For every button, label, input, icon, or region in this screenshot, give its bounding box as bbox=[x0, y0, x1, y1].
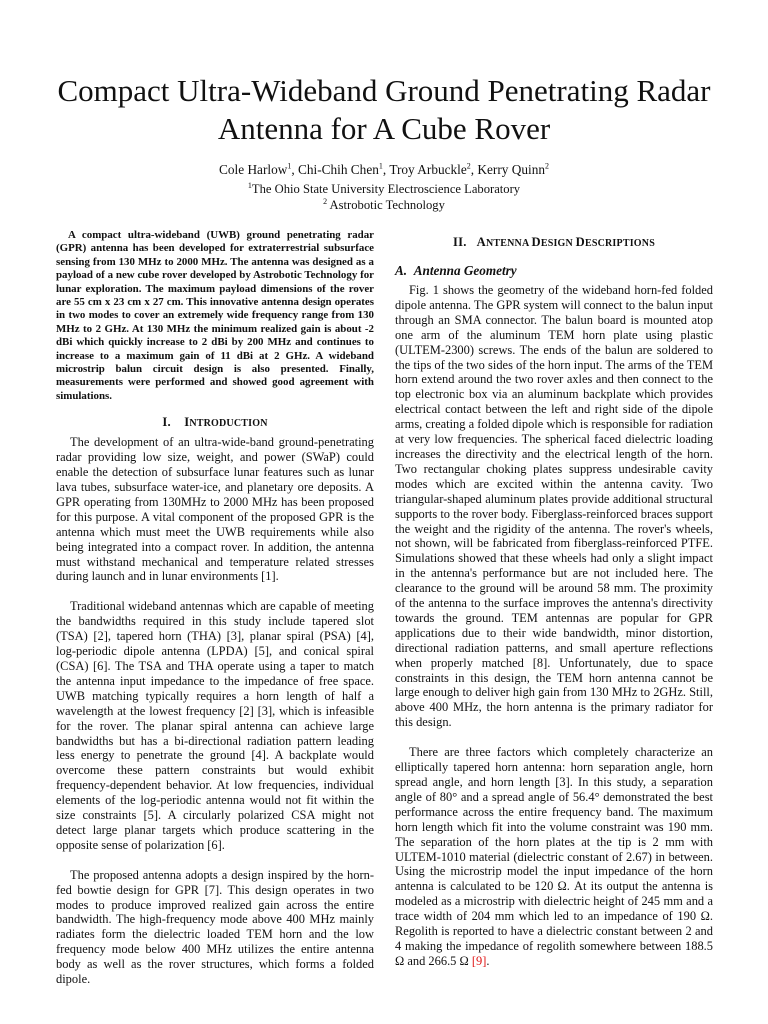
author-separator: , bbox=[382, 162, 390, 177]
section-heading-antenna-design bbox=[395, 235, 713, 251]
author-separator: , bbox=[470, 162, 478, 177]
author-list bbox=[40, 162, 728, 178]
subsection-title: Antenna Geometry bbox=[413, 263, 517, 278]
affiliation bbox=[40, 198, 728, 213]
section-numeral: II. bbox=[453, 235, 467, 249]
body-paragraph bbox=[395, 745, 713, 969]
section-title-rest: NTRODUCTION bbox=[189, 418, 268, 430]
paragraph-text: There are three factors which completely characterize an elliptically tapered horn antenna: horn separation angle, horn spread angle, and horn length [3]. In this study, a separation angle of 80° and a spread angle of 56.4° demonstrated the best performance across the entire frequency band. The maximum horn length which fit into the volume constraint was 190 mm. The separation of the horn plates at the tip is 2 mm with ULTEM-1010 material (dielectric constant of 2.67) in between. Using the microstrip model the input impedance of the horn antenna is calculated to be 120 Ω. At its output the antenna is modeled as a microstrip with dielectric height of 245 mm and a trace width of 204 mm which led to an impedance of 190 Ω. Regolith is reported to have a dielectric constant between 2 and 4 making the impedance of regolith somewhere between 188.5 Ω and 266.5 Ω bbox=[395, 745, 713, 968]
paragraph-end: . bbox=[486, 953, 490, 968]
author-name: Cole Harlow bbox=[219, 162, 288, 177]
left-column bbox=[56, 229, 374, 987]
body-paragraph: Fig. 1 shows the geometry of the wideband horn-fed folded dipole antenna. The GPR system will connect to the balun input through an SMA connector. The balun board is mounted atop one arm of the aluminum TEM horn plate using plastic (ULTEM-2300) screws. The ends of the balun are soldered to the tips of the two sides of the horn input. The arms of the TEM horn extend around the two rover axles and then connect to the top electronic box via an aluminum backplate which provides electrical contact between the left and right side of the dipole arms, creating a folded dipole which is responsible for radiation at very low frequencies. The spherical faced dielectric loading increases the directivity and the electrical length of the horn. Two rectangular choking plates suppress undesirable cavity modes which are excited within the antenna cavity. Two triangular-shaped aluminum plates provide additional structural supports to the rover body. Fiberglass-reinforced braces support the weight and the rigidity of the antenna. The rover's wheels, not shown, will be fabricated from fiberglass-reinforced PTFE. Simulations showed that these wheels had only a slight impact in the antenna's performance but are not included here. The clearance to the ground will be around 58 mm. The proximity of the antenna to the surface improves the antenna's directivity towards the ground. TEM antennas are popular for GPR applications due to their wide bandwidth, minor distortion, directional radiation patterns, and small aperture reflections when properly matched [8]. Unfortunately, due to space constraints in this design, the TEM horn antenna cannot be large enough to deliver high gain from 130 MHz to 2GHz. Still, above 400 MHz, the horn antenna is the primary radiator for this design. bbox=[395, 283, 713, 730]
author-name: Troy Arbuckle bbox=[389, 162, 467, 177]
section-title-rest: ESIGN bbox=[540, 238, 576, 249]
body-paragraph: The proposed antenna adopts a design inspired by the horn-fed bowtie design for GPR [7]. This design operates in two modes to produce improved realized gain across the entire bandwidth. The high-frequency mode above 400 MHz mainly radiates form the dielectric loaded TEM horn and the low frequency mode below 400 MHz utilizes the entire antenna body as well as the rover structures, which forms a folded dipole. bbox=[56, 867, 374, 987]
author-separator: , bbox=[291, 162, 298, 177]
abstract: A compact ultra-wideband (UWB) ground penetrating radar (GPR) antenna has been developed for extraterrestrial subsurface sensing from 130 MHz to 2000 MHz. The antenna was designed as a payload of a new cube rover developed by Astrobotic Technology for lunar exploration. The maximum payload dimensions of the rover are 55 cm x 23 cm x 27 cm. This innovative antenna design operates in two modes to cover an extremely wide frequency range from 130 MHz to 2 GHz. At 130 MHz the minimum realized gain is about -2 dBi which quickly increase to 2 dBi by 200 MHz and continues to increase to a maximum gain of 11 dBi at 2 GHz. A wideband microstrip balun circuit design is also presented. Finally, measurements were performed and showed good agreement with simulations. bbox=[56, 229, 374, 402]
section-title-rest: NTENNA bbox=[485, 238, 532, 249]
author-affil-mark: 1 bbox=[287, 161, 292, 171]
right-column bbox=[395, 229, 713, 969]
affil-mark: 1 bbox=[247, 180, 252, 190]
section-title-initial: D bbox=[531, 235, 541, 249]
author-affil-mark: 2 bbox=[545, 161, 549, 171]
subsection-label: A. bbox=[395, 263, 408, 278]
section-title-rest: ESCRIPTIONS bbox=[584, 238, 655, 249]
body-paragraph: The development of an ultra-wide-band ground-penetrating radar providing low size, weight, and power (SWaP) could enable the detection of subsurface lunar features such as lunar lava tubes, subsurface water-ice, and planetary ore deposits. A GPR operating from 130MHz to 2000 MHz has been proposed for this purpose. A vital component of the proposed GPR is the antenna which must meet the UWB requirements while also being integrated into a compact rover. In addition, the antenna must withstand mechanical and temperature related stresses during launch and in lunar environments [1]. bbox=[56, 435, 374, 584]
author-name: Chi-Chih Chen bbox=[297, 162, 379, 177]
section-numeral: I. bbox=[162, 415, 171, 430]
author-name: Kerry Quinn bbox=[477, 162, 545, 177]
affiliation bbox=[40, 182, 728, 197]
citation-link[interactable]: [9] bbox=[471, 953, 487, 968]
section-title-initial: A bbox=[476, 235, 486, 249]
body-paragraph: Traditional wideband antennas which are capable of meeting the bandwidths required in this study include tapered slot (TSA) [2], tapered horn (THA) [3], planar spiral (PSA) [4], log-periodic dipole antenna (LPDA) [5], and conical spiral (CSA) [6]. The TSA and THA operate using a taper to match the antenna input impedance to the impedance of free space. UWB matching typically requires a horn length of half a wavelength at the lowest frequency [2] [3], which is infeasible for the rover. The planar spiral antenna can achieve large bandwidths but has a bi-directional radiation pattern leading less energy to penetrate the ground [4]. A backplate would overcome these pattern constraints but would exhibit frequency-dependent behavior. At low frequencies, individual elements of the log-periodic antenna would not fit within the size constraints [5]. A circularly polarized CSA might not detect large planar targets which produce scattering in the opposite sense of polarization [6]. bbox=[56, 599, 374, 852]
affil-text: Astrobotic Technology bbox=[327, 198, 445, 212]
author-affil-mark: 2 bbox=[466, 161, 471, 171]
section-title-initial: I bbox=[184, 415, 190, 430]
affil-text: The Ohio State University Electroscience Laboratory bbox=[251, 182, 521, 196]
subsection-heading-antenna-geometry bbox=[395, 263, 713, 279]
affil-mark: 2 bbox=[323, 196, 328, 206]
section-title-initial: D bbox=[575, 235, 585, 249]
paper-title: Compact Ultra-Wideband Ground Penetrating Radar Antenna for A Cube Rover bbox=[57, 73, 711, 146]
section-heading-introduction bbox=[56, 415, 374, 431]
author-affil-mark: 1 bbox=[378, 161, 383, 171]
